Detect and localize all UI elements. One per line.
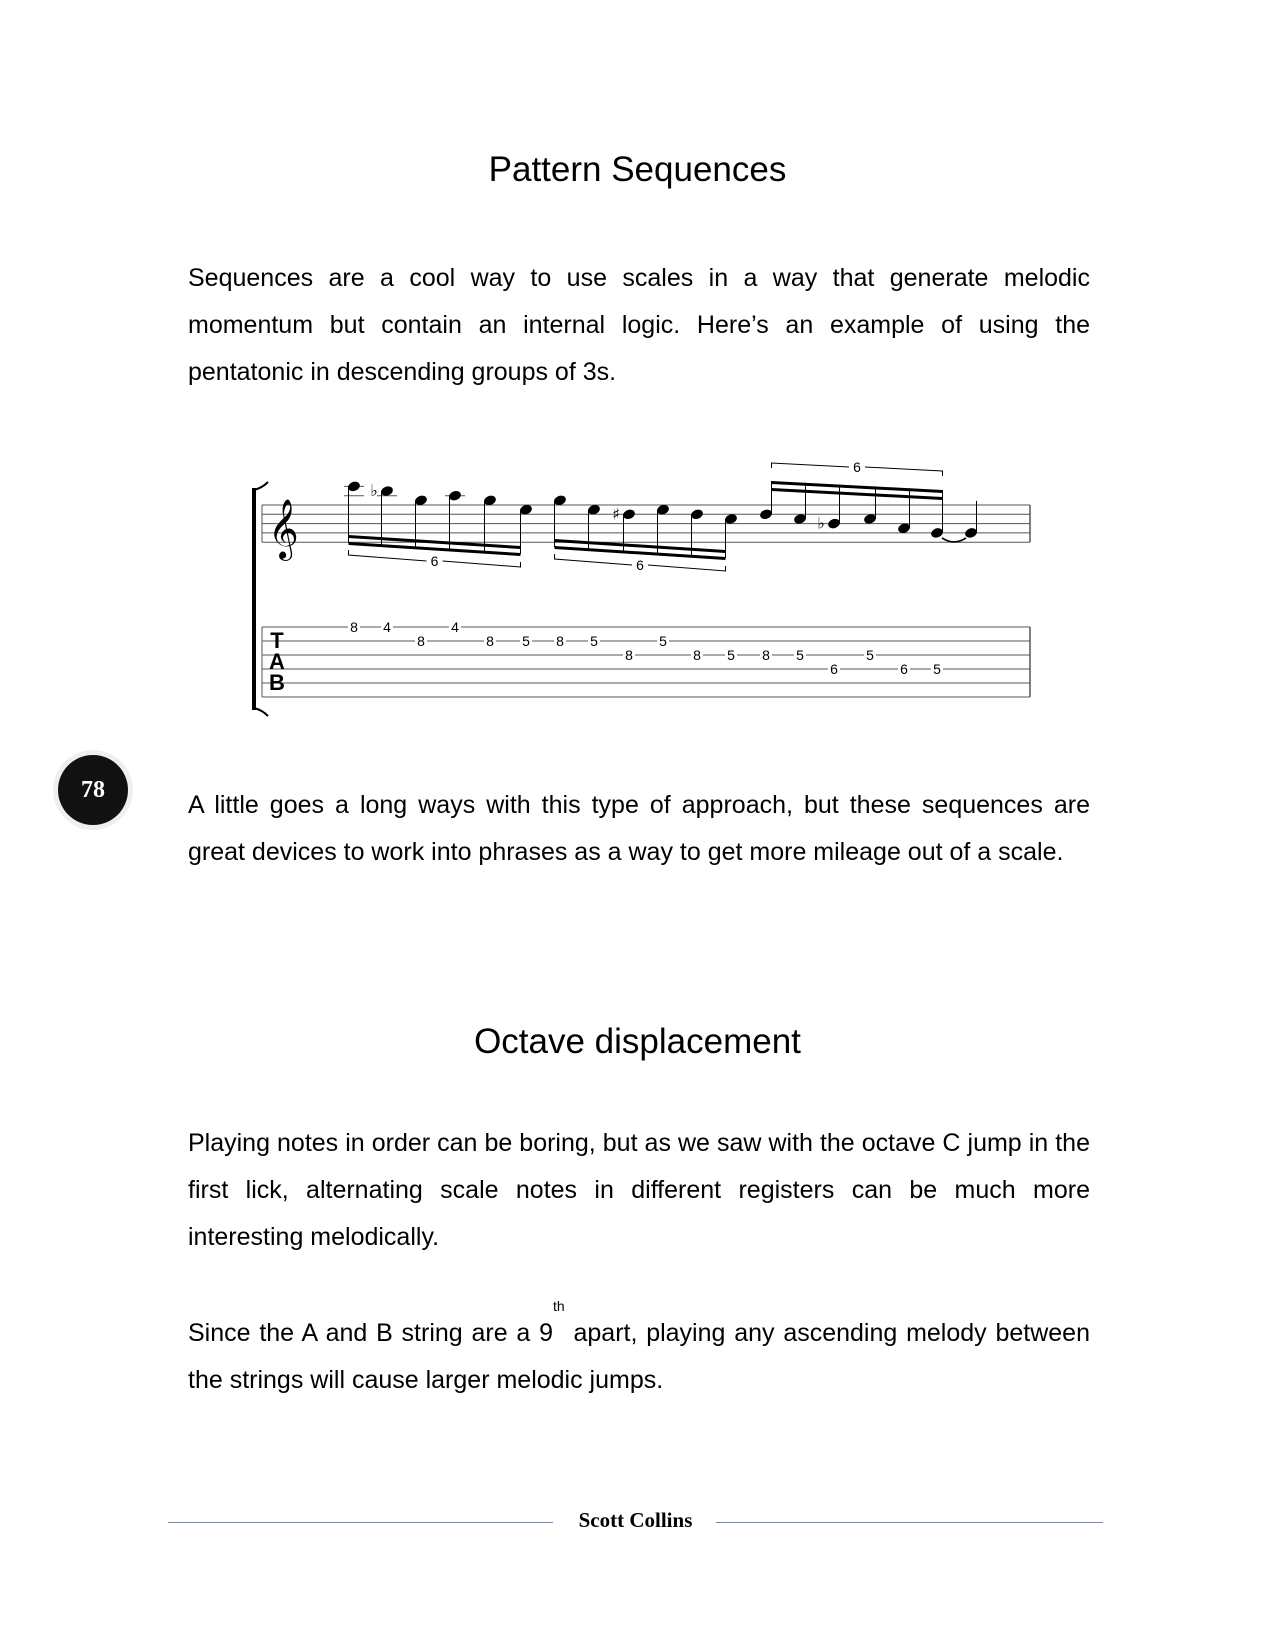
section-title-octave-displacement: Octave displacement [474,1022,801,1061]
tab-fret-number: 8 [486,633,494,649]
after-example-paragraph: A little goes a long ways with this type of approach, but these sequences are great devices to work into phrases as a way to get more mileage out of a scale. [188,791,1090,866]
tuplet-number: 6 [430,553,439,569]
tab-fret-number: 6 [830,661,838,677]
bracket-bottom-hook [254,708,268,716]
beam [555,539,726,553]
bracket-top-hook [254,482,268,490]
tab-fret-number: 8 [556,633,564,649]
footer-author: Scott Collins [567,1508,705,1532]
flat-accidental-icon: ♭ [817,513,825,533]
system-bracket [252,488,256,710]
ordinal-suffix: th [553,1298,565,1314]
tuplet-bracket [349,550,427,561]
paragraph-2-start: Since the A and B string are a 9 [188,1319,553,1347]
tuplet-number: 6 [853,459,861,475]
tab-fret-number: 5 [866,647,874,663]
page-number-badge [53,750,133,830]
tab-fret-number: 5 [933,661,941,677]
footer [168,1506,1103,1536]
tab-fret-number: 4 [451,619,459,635]
tab-fret-number: 5 [796,647,804,663]
tab-label-letter: T [270,628,284,653]
intro-paragraph: Sequences are a cool way to use scales in a way that generate melodic momentum but contain an internal logic. Here’s an example of using the pentatonic in descending groups of 3s. [188,264,1090,386]
sharp-accidental-icon: ♯ [612,504,620,524]
tab-fret-number: 5 [659,633,667,649]
tab-fret-number: 8 [693,647,701,663]
octave-paragraph-2 [188,1298,1090,1404]
tab-fret-number: 8 [350,619,358,635]
tab-fret-number: 4 [383,619,391,635]
paragraph-2-end: apart, playing any ascending melody between the strings will cause larger melodic jumps. [188,1319,1090,1394]
tuplet-bracket [772,463,850,468]
section-title-pattern-sequences: Pattern Sequences [488,150,787,189]
tuplet-number: 6 [636,557,644,573]
tuplet-bracket [648,565,726,571]
tab-fret-number: 8 [417,633,425,649]
tie [942,538,966,542]
tuplet-bracket [865,467,943,476]
tab-label-letter: B [269,670,285,695]
tab-fret-number: 8 [625,647,633,663]
tab-fret-number: 5 [522,633,530,649]
page-number: 78 [58,755,128,825]
tab-fret-number: 5 [727,647,735,663]
flat-accidental-icon: ♭ [370,481,378,501]
tuplet-bracket [555,554,633,565]
octave-paragraph-1: Playing notes in order can be boring, but as we saw with the octave C jump in the first lick, alternating scale notes in different registers can be much more interesting melodically. [188,1129,1090,1251]
tab-fret-number: 5 [590,633,598,649]
tab-fret-number: 6 [900,661,908,677]
tuplet-bracket [443,561,521,567]
treble-clef-icon: 𝄞 [268,499,299,559]
tab-label-letter: A [269,649,285,674]
tab-fret-number: 8 [762,647,770,663]
